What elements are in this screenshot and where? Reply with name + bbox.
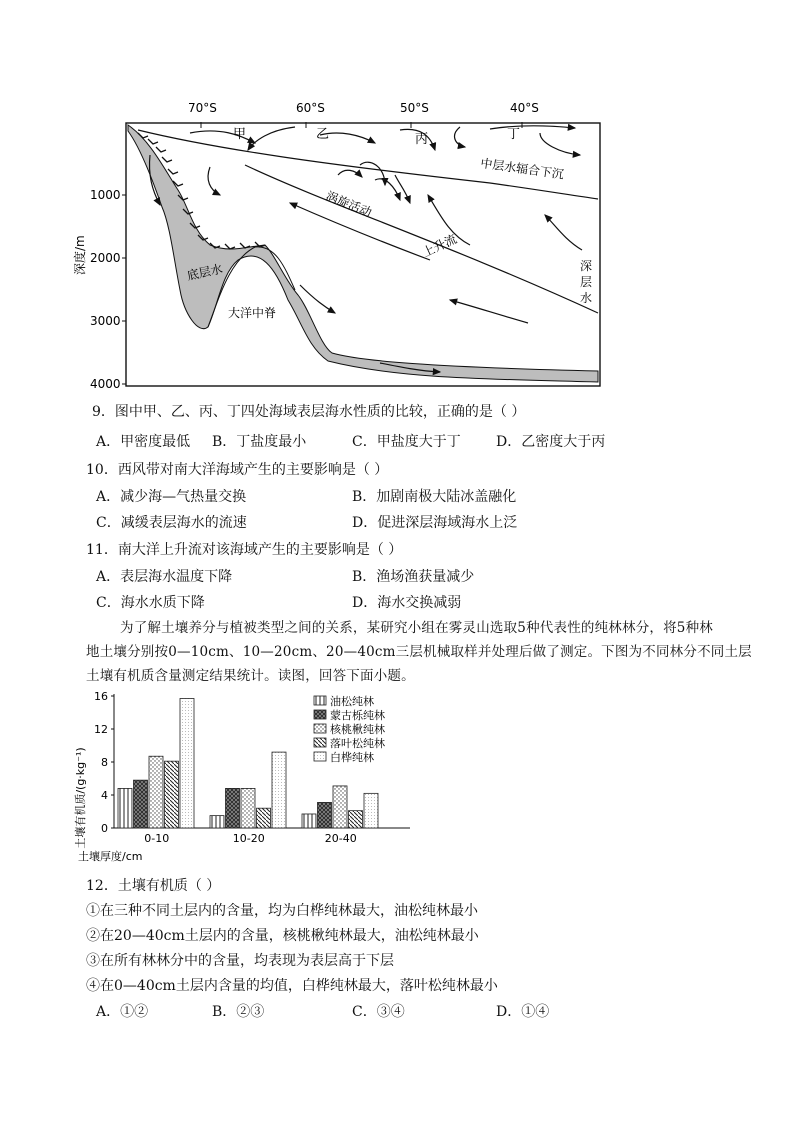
legend-swatch	[314, 710, 326, 719]
legend-label: 核桃楸纯林	[330, 723, 385, 736]
depth-axis-title: 深度/m	[73, 235, 87, 275]
ridge-label: 大洋中脊	[228, 306, 277, 320]
bar-1-3	[257, 808, 271, 828]
lat-label-60: 60°S	[296, 101, 325, 115]
q9-option-d[interactable]: D．乙密度大于丙	[496, 434, 606, 450]
q12-option-c[interactable]: C．③④	[352, 1004, 405, 1020]
bar-1-4	[272, 752, 286, 828]
question-9: 9．图中甲、乙、丙、丁四处海域表层海水性质的比较，正确的是（ ）	[92, 404, 526, 420]
q9-option-b[interactable]: B．丁盐度最小	[212, 434, 307, 450]
x-tick-label: 20-40	[324, 832, 357, 845]
q12-option-d[interactable]: D．①④	[496, 1004, 550, 1020]
question-11: 11．南大洋上升流对该海域产生的主要影响是（ ）	[86, 542, 403, 558]
y-axis-title: 土壤有机质/(g·kg⁻¹)	[74, 747, 87, 849]
bar-1-2	[241, 788, 255, 828]
passage-line-3: 土壤有机质含量测定结果统计。读图，回答下面小题。	[86, 668, 415, 684]
intermediate-water-label: 中层水辐合下沉	[479, 156, 565, 182]
lat-label-50: 50°S	[400, 101, 429, 115]
bar-0-3	[165, 761, 179, 828]
eddy-label: 涡旋活动	[323, 188, 374, 220]
region-label-yi: 乙	[316, 127, 330, 142]
region-label-jia: 甲	[233, 127, 247, 142]
y-tick-label: 4	[101, 789, 108, 802]
bar-0-1	[134, 780, 148, 828]
legend-label: 落叶松纯林	[330, 737, 385, 750]
legend-swatch	[314, 752, 326, 761]
bar-0-4	[180, 698, 194, 828]
q11-option-d[interactable]: D．海水交换减弱	[352, 595, 462, 611]
q12-statement-3: ③在所有林林分中的含量，均表现为表层高于下层	[86, 953, 394, 969]
bottom-water-label: 底层水	[185, 261, 224, 283]
q11-option-c[interactable]: C．海水水质下降	[96, 595, 205, 611]
q9-option-a[interactable]: A．甲密度最低	[96, 434, 191, 450]
y-tick-label: 16	[94, 690, 108, 703]
deep-water-label-2: 层	[580, 275, 593, 289]
soil-organic-matter-chart	[70, 688, 420, 868]
bar-0-0	[118, 788, 132, 828]
passage-line-1: 为了解土壤养分与植被类型之间的关系，某研究小组在雾灵山选取5种代表性的纯林林分，将5种林	[120, 620, 713, 636]
question-12: 12．土壤有机质（ ）	[86, 878, 221, 894]
deep-water-label-3: 水	[580, 291, 593, 305]
x-tick-label: 10-20	[232, 832, 265, 845]
question-10: 10．西风带对南大洋海域产生的主要影响是（ ）	[86, 462, 389, 478]
lat-label-40: 40°S	[510, 101, 539, 115]
bar-0-2	[149, 756, 163, 828]
legend-label: 油松纯林	[330, 695, 374, 708]
deep-water-label-1: 深	[580, 259, 593, 273]
bar-2-3	[349, 811, 363, 828]
legend-label: 蒙古栎纯林	[330, 709, 385, 722]
bar-1-1	[226, 788, 240, 828]
upwelling-label: 上升流	[420, 231, 459, 260]
depth-label-1000: 1000	[90, 188, 121, 202]
q12-statement-2: ②在20—40cm土层内的含量，核桃楸纯林最大，油松纯林最小	[86, 928, 479, 944]
legend-swatch	[314, 696, 326, 705]
ocean-section-diagram	[70, 95, 615, 395]
depth-label-2000: 2000	[90, 251, 121, 265]
q11-option-a[interactable]: A．表层海水温度下降	[96, 569, 233, 585]
q9-option-c[interactable]: C．甲盐度大于丁	[352, 434, 461, 450]
bar-2-1	[318, 802, 332, 828]
passage-line-2: 地土壤分别按0—10cm、10—20cm、20—40cm三层机械取样并处理后做了测定。下图为不同林分不同土层	[86, 644, 752, 660]
region-label-ding: 丁	[507, 127, 521, 142]
bar-2-2	[333, 786, 347, 828]
y-tick-label: 12	[94, 723, 108, 736]
depth-label-3000: 3000	[90, 314, 121, 328]
bar-2-0	[302, 814, 316, 828]
chart-legend	[314, 694, 385, 764]
q12-option-b[interactable]: B．②③	[212, 1004, 265, 1020]
q12-option-a[interactable]: A．①②	[96, 1004, 149, 1020]
legend-swatch	[314, 724, 326, 733]
x-axis-title: 土壤厚度/cm	[78, 850, 143, 863]
legend-label: 白桦纯林	[330, 751, 374, 764]
x-tick-label: 0-10	[144, 832, 170, 845]
y-tick-label: 8	[101, 756, 108, 769]
y-tick-label: 0	[101, 822, 108, 835]
depth-label-4000: 4000	[90, 377, 121, 391]
q10-option-c[interactable]: C．减缓表层海水的流速	[96, 515, 247, 531]
bar-2-4	[364, 793, 378, 828]
q12-statement-1: ①在三种不同土层内的含量，均为白桦纯林最大，油松纯林最小	[86, 903, 478, 919]
q11-option-b[interactable]: B．渔场渔获量减少	[352, 569, 475, 585]
q10-option-d[interactable]: D．促进深层海域海水上泛	[352, 515, 518, 531]
q10-option-a[interactable]: A．减少海—气热量交换	[96, 489, 247, 505]
bar-1-0	[210, 816, 224, 828]
q12-statement-4: ④在0—40cm土层内含量的均值，白桦纯林最大，落叶松纯林最小	[86, 978, 498, 994]
lat-label-70: 70°S	[188, 101, 217, 115]
q10-option-b[interactable]: B．加剧南极大陆冰盖融化	[352, 489, 517, 505]
legend-swatch	[314, 738, 326, 747]
region-label-bing: 丙	[415, 132, 429, 147]
